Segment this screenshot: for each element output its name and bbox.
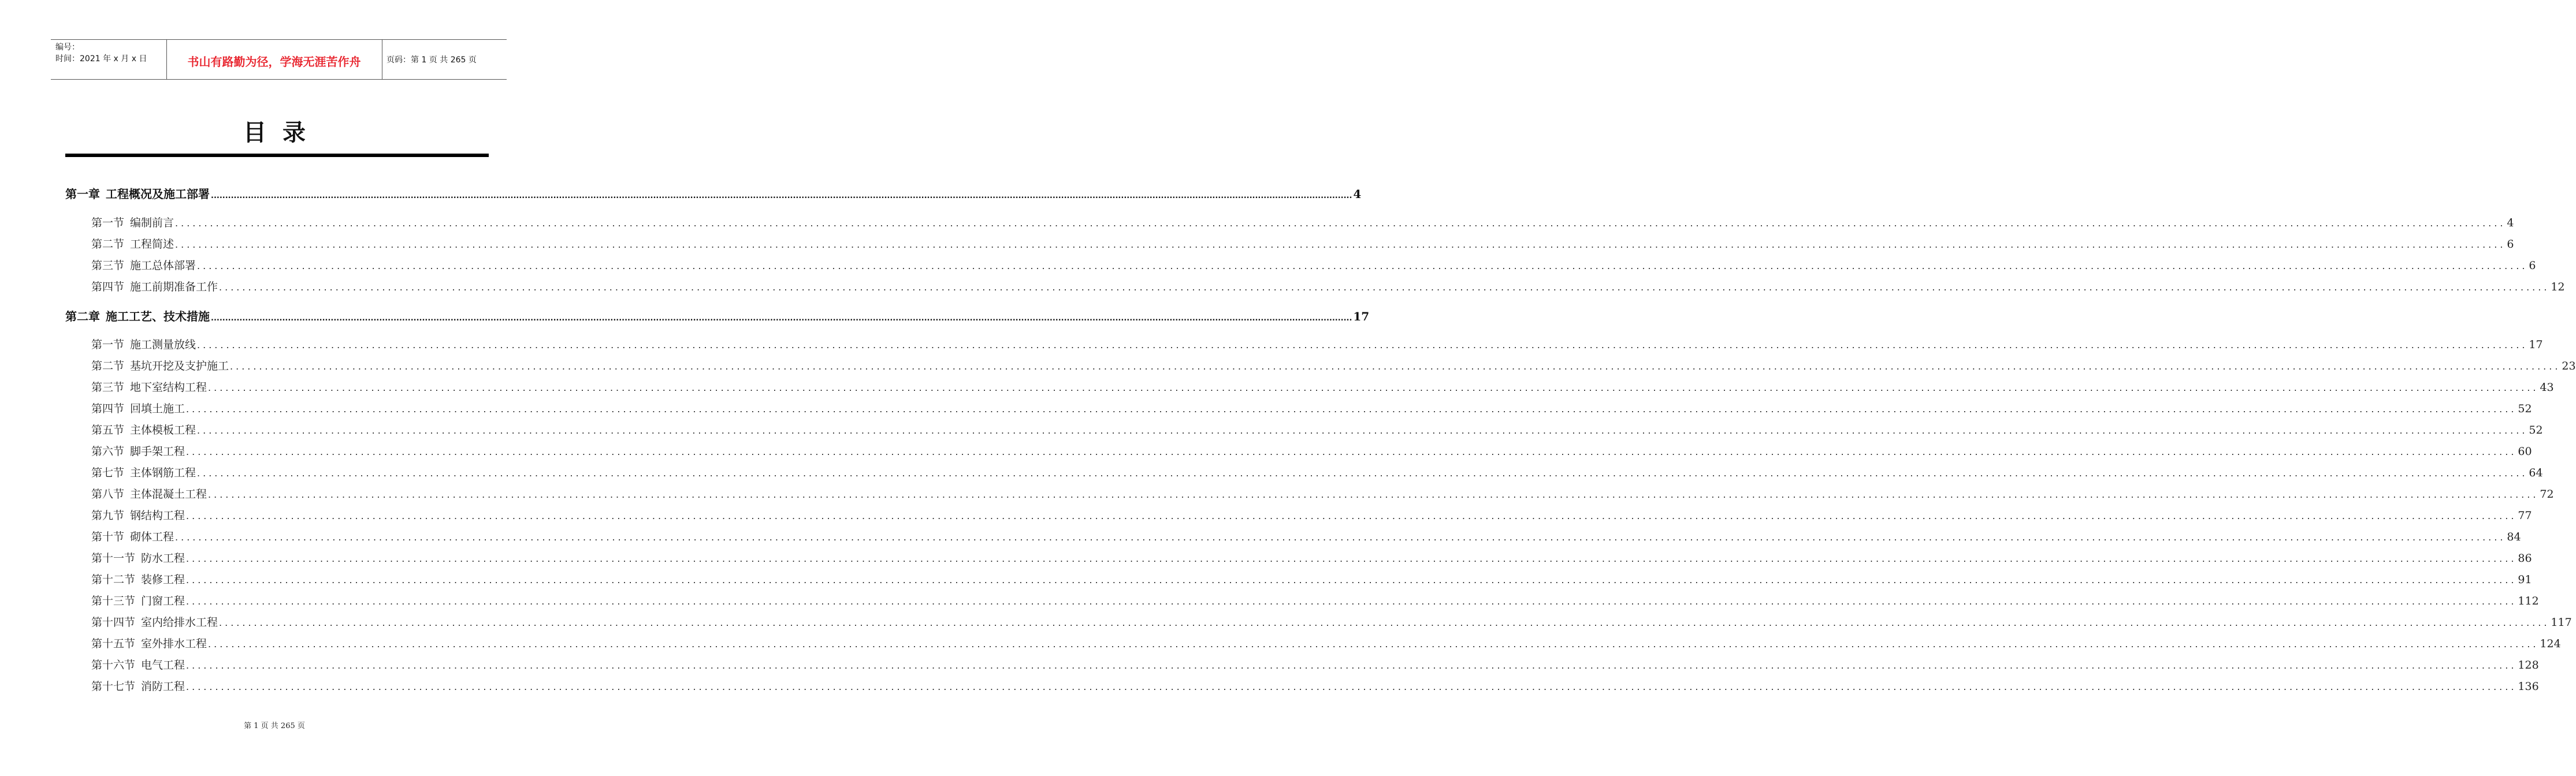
toc-section[interactable]	[91, 257, 2536, 273]
header-motto-cell	[166, 40, 382, 79]
toc-section[interactable]	[91, 571, 2532, 587]
toc-page: 124	[2540, 637, 2561, 650]
toc-page: 84	[2507, 531, 2521, 543]
toc-section[interactable]	[91, 678, 2539, 693]
toc-page: 6	[2529, 259, 2536, 272]
toc-leader: ................................................................................................................................................................................................................................................................................................................................................................................................................	[175, 532, 2506, 543]
toc-leader: ................................................................................................................................................................................................................................................................................................................................................................................................................	[211, 314, 1352, 323]
toc-page: 77	[2518, 509, 2532, 522]
title-divider	[65, 154, 489, 157]
toc-title: 防水工程	[141, 552, 185, 565]
toc-title: 钢结构工程	[130, 509, 185, 522]
toc-section[interactable]	[91, 357, 2576, 373]
toc-title: 工程简述	[130, 238, 174, 251]
toc-number: 第十一节	[91, 552, 136, 565]
toc-page: 91	[2518, 573, 2532, 586]
toc-chapter[interactable]	[65, 185, 1362, 202]
toc-number: 第四节	[91, 402, 125, 415]
toc-title: 主体混凝土工程	[130, 488, 207, 501]
toc-title: 室外排水工程	[141, 637, 207, 650]
toc-section[interactable]	[91, 507, 2532, 523]
toc-page: 128	[2518, 659, 2539, 671]
toc-leader: ................................................................................................................................................................................................................................................................................................................................................................................................................	[208, 639, 2539, 650]
toc-page: 12	[2551, 281, 2565, 293]
toc-section[interactable]	[91, 635, 2561, 651]
toc-number: 第十节	[91, 531, 125, 543]
toc-leader: ................................................................................................................................................................................................................................................................................................................................................................................................................	[175, 239, 2506, 250]
toc-section[interactable]	[91, 421, 2543, 437]
toc-title: 编制前言	[130, 217, 174, 229]
toc-number: 第三节	[91, 259, 125, 272]
toc-section[interactable]	[91, 443, 2532, 458]
toc-page: 64	[2529, 467, 2543, 479]
toc-leader: ................................................................................................................................................................................................................................................................................................................................................................................................................	[186, 660, 2517, 671]
toc-title: 电气工程	[141, 659, 185, 671]
toc-number: 第九节	[91, 509, 125, 522]
toc-title: 施工总体部署	[130, 259, 196, 272]
toc-leader: ................................................................................................................................................................................................................................................................................................................................................................................................................	[197, 468, 2528, 479]
toc-number: 第六节	[91, 445, 125, 458]
toc-number: 第十六节	[91, 659, 136, 671]
toc-leader: ................................................................................................................................................................................................................................................................................................................................................................................................................	[230, 361, 2561, 372]
toc-leader: ................................................................................................................................................................................................................................................................................................................................................................................................................	[211, 192, 1352, 200]
toc-page: 17	[1353, 309, 1370, 323]
toc-leader: ................................................................................................................................................................................................................................................................................................................................................................................................................	[219, 617, 2550, 628]
toc-title: 施工测量放线	[130, 338, 196, 351]
toc-number: 第二节	[91, 360, 125, 372]
toc-section[interactable]	[91, 214, 2514, 230]
toc-leader: ................................................................................................................................................................................................................................................................................................................................................................................................................	[186, 446, 2517, 457]
toc-page: 86	[2518, 552, 2532, 565]
toc-leader: ................................................................................................................................................................................................................................................................................................................................................................................................................	[208, 382, 2539, 393]
toc-number: 第三节	[91, 381, 125, 394]
time-label: 时间：2021 年 x 月 x 日	[55, 54, 147, 64]
toc-leader: ................................................................................................................................................................................................................................................................................................................................................................................................................	[186, 574, 2517, 585]
toc-leader: ................................................................................................................................................................................................................................................................................................................................................................................................................	[197, 425, 2528, 436]
toc-section[interactable]	[91, 278, 2565, 294]
toc-page: 6	[2507, 238, 2514, 251]
toc-page: 72	[2540, 488, 2554, 501]
page-info: 页码：第 1 页 共 265 页	[386, 55, 477, 65]
toc-page: 52	[2518, 402, 2532, 415]
toc-section[interactable]	[91, 486, 2554, 501]
toc-number: 第八节	[91, 488, 125, 501]
toc-number: 第二节	[91, 238, 125, 251]
toc-number: 第五节	[91, 424, 125, 436]
toc-section[interactable]	[91, 550, 2532, 565]
toc-number: 第七节	[91, 467, 125, 479]
toc-title: 装修工程	[141, 573, 185, 586]
toc-title: 主体钢筋工程	[130, 467, 196, 479]
toc-leader: ................................................................................................................................................................................................................................................................................................................................................................................................................	[208, 489, 2539, 500]
toc-title: 施工工艺、技术措施	[106, 309, 210, 323]
toc-number: 第一节	[91, 217, 125, 229]
toc-number: 第十三节	[91, 595, 136, 607]
toc-page: 112	[2518, 595, 2539, 607]
toc-page: 60	[2518, 445, 2532, 458]
toc-leader: ................................................................................................................................................................................................................................................................................................................................................................................................................	[175, 218, 2506, 229]
toc-section[interactable]	[91, 528, 2521, 544]
toc-number: 第十五节	[91, 637, 136, 650]
toc-leader: ................................................................................................................................................................................................................................................................................................................................................................................................................	[186, 596, 2517, 607]
toc-title: 砌体工程	[130, 531, 174, 543]
toc-page: 4	[2507, 217, 2514, 229]
toc-leader: ................................................................................................................................................................................................................................................................................................................................................................................................................	[219, 282, 2550, 293]
motto: 书山有路勤为径，学海无涯苦作舟	[187, 55, 361, 69]
toc-number: 第四节	[91, 281, 125, 293]
toc-title: 室内给排水工程	[141, 616, 218, 629]
toc-page: 17	[2529, 338, 2543, 351]
toc-page: 52	[2529, 424, 2543, 436]
toc-page: 4	[1353, 187, 1362, 201]
toc-title: 地下室结构工程	[130, 381, 207, 394]
toc-leader: ................................................................................................................................................................................................................................................................................................................................................................................................................	[186, 681, 2517, 692]
toc-chapter[interactable]	[65, 307, 1370, 324]
page-title: 目录	[243, 120, 322, 146]
toc-number: 第一节	[91, 338, 125, 351]
toc-section[interactable]	[91, 592, 2539, 608]
header-page-cell	[382, 40, 507, 79]
toc-number: 第一章	[65, 187, 100, 201]
toc-title: 施工前期准备工作	[130, 281, 218, 293]
toc-title: 脚手架工程	[130, 445, 185, 458]
toc-leader: ................................................................................................................................................................................................................................................................................................................................................................................................................	[186, 553, 2517, 564]
toc-section[interactable]	[91, 379, 2554, 394]
toc-number: 第十七节	[91, 680, 136, 693]
toc-title: 消防工程	[141, 680, 185, 693]
number-label: 编号：	[55, 43, 80, 52]
toc-title: 主体模板工程	[130, 424, 196, 436]
toc-leader: ................................................................................................................................................................................................................................................................................................................................................................................................................	[197, 260, 2528, 271]
toc-title: 回填土施工	[130, 402, 185, 415]
toc-section[interactable]	[91, 614, 2572, 629]
toc-section[interactable]	[91, 236, 2514, 251]
page-footer: 第 1 页 共 265 页	[244, 722, 305, 730]
toc-title: 基坑开挖及支护施工	[130, 360, 229, 372]
toc-title: 门窗工程	[141, 595, 185, 607]
toc-leader: ................................................................................................................................................................................................................................................................................................................................................................................................................	[186, 510, 2517, 521]
toc-number: 第十四节	[91, 616, 136, 629]
toc-section[interactable]	[91, 336, 2543, 352]
toc-section[interactable]	[91, 464, 2543, 480]
toc-page: 23	[2562, 360, 2576, 372]
toc-leader: ................................................................................................................................................................................................................................................................................................................................................................................................................	[186, 404, 2517, 415]
toc-number: 第二章	[65, 309, 100, 323]
toc-title: 工程概况及施工部署	[106, 187, 210, 201]
toc-section[interactable]	[91, 400, 2532, 416]
toc-page: 136	[2518, 680, 2539, 693]
header-meta-cell	[51, 40, 167, 79]
page-header	[51, 39, 507, 80]
toc-page: 117	[2551, 616, 2572, 629]
toc-leader: ................................................................................................................................................................................................................................................................................................................................................................................................................	[197, 339, 2528, 350]
toc-page: 43	[2540, 381, 2554, 394]
toc-section[interactable]	[91, 656, 2539, 672]
toc-number: 第十二节	[91, 573, 136, 586]
